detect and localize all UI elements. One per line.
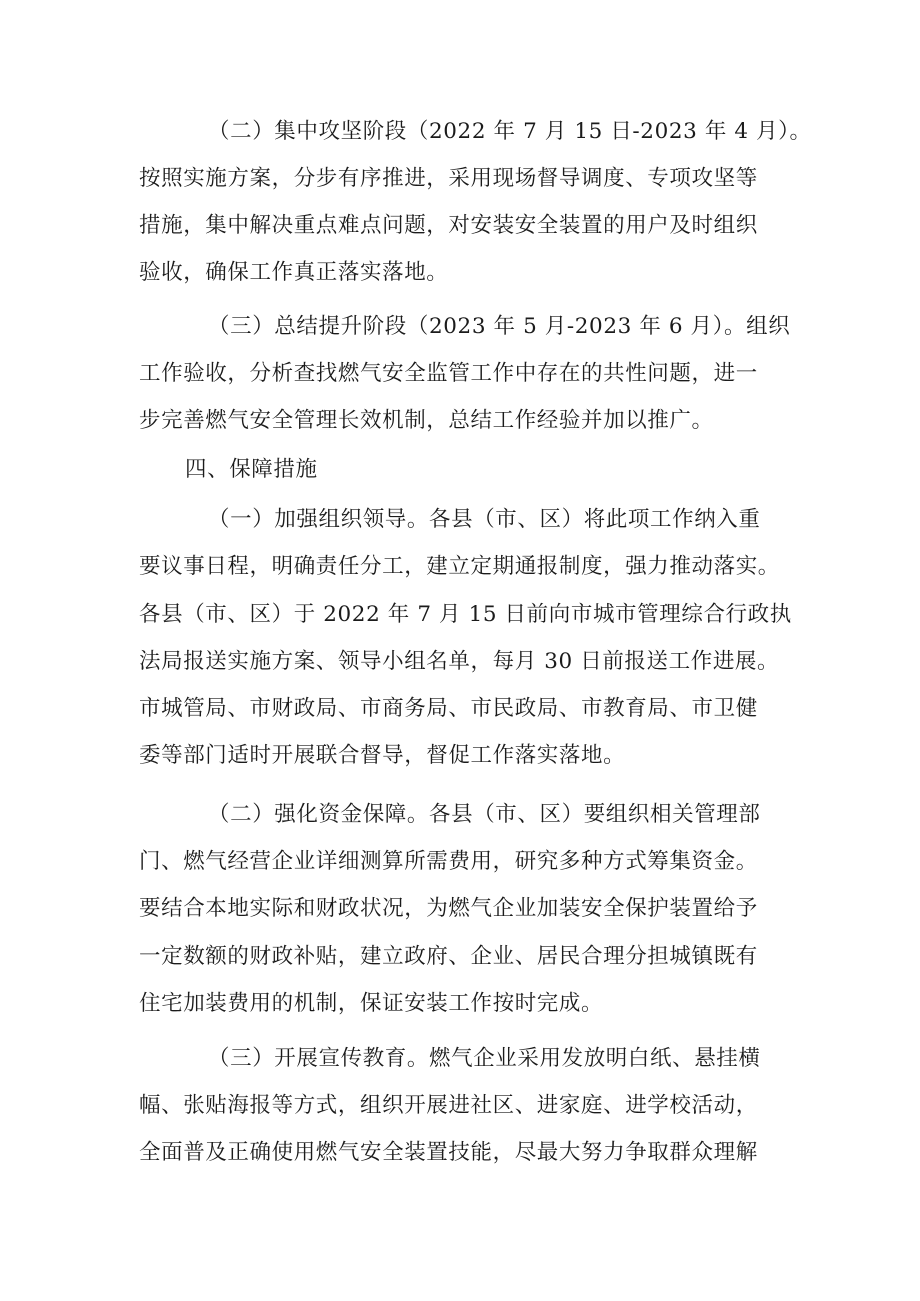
text-line: 要结合本地实际和财政状况，为燃气企业加装安全保护装置给予 bbox=[139, 896, 758, 921]
text-line: 法局报送实施方案、领导小组名单，每月 30 日前报送工作进展。 bbox=[139, 649, 780, 674]
text-line: （三）开展宣传教育。燃气企业采用发放明白纸、悬挂横 bbox=[208, 1046, 761, 1071]
text-line: 要议事日程，明确责任分工，建立定期通报制度，强力推动落实。 bbox=[139, 554, 780, 579]
text-line: （二）强化资金保障。各县（市、区）要组织相关管理部 bbox=[208, 802, 761, 827]
text-line: 各县（市、区）于 2022 年 7 月 15 日前向市城市管理综合行政执 bbox=[139, 602, 792, 627]
text-line: （三）总结提升阶段（2023 年 5 月-2023 年 6 月）。组织 bbox=[208, 314, 791, 339]
text-line: 市城管局、市财政局、市商务局、市民政局、市教育局、市卫健 bbox=[139, 696, 758, 721]
section-heading: 四、保障措施 bbox=[185, 457, 318, 482]
text-line: 步完善燃气安全管理长效机制，总结工作经验并加以推广。 bbox=[139, 408, 714, 433]
text-line: （一）加强组织领导。各县（市、区）将此项工作纳入重 bbox=[208, 507, 761, 532]
text-line: 幅、张贴海报等方式，组织开展进社区、进家庭、进学校活动， bbox=[139, 1093, 758, 1118]
text-line: 委等部门适时开展联合督导，督促工作落实落地。 bbox=[139, 743, 626, 768]
text-line: 验收，确保工作真正落实落地。 bbox=[139, 260, 449, 285]
text-line: 住宅加装费用的机制，保证安装工作按时完成。 bbox=[139, 991, 604, 1016]
text-line: （二）集中攻坚阶段（2022 年 7 月 15 日-2023 年 4 月）。 bbox=[208, 119, 812, 144]
text-line: 工作验收，分析查找燃气安全监管工作中存在的共性问题，进一 bbox=[139, 361, 758, 386]
text-line: 措施，集中解决重点难点问题，对安装安全装置的用户及时组织 bbox=[139, 213, 758, 238]
text-line: 全面普及正确使用燃气安全装置技能，尽最大努力争取群众理解 bbox=[139, 1140, 758, 1165]
text-line: 按照实施方案，分步有序推进，采用现场督导调度、专项攻坚等 bbox=[139, 166, 758, 191]
text-line: 一定数额的财政补贴，建立政府、企业、居民合理分担城镇既有 bbox=[139, 944, 758, 969]
text-line: 门、燃气经营企业详细测算所需费用，研究多种方式筹集资金。 bbox=[139, 849, 758, 874]
